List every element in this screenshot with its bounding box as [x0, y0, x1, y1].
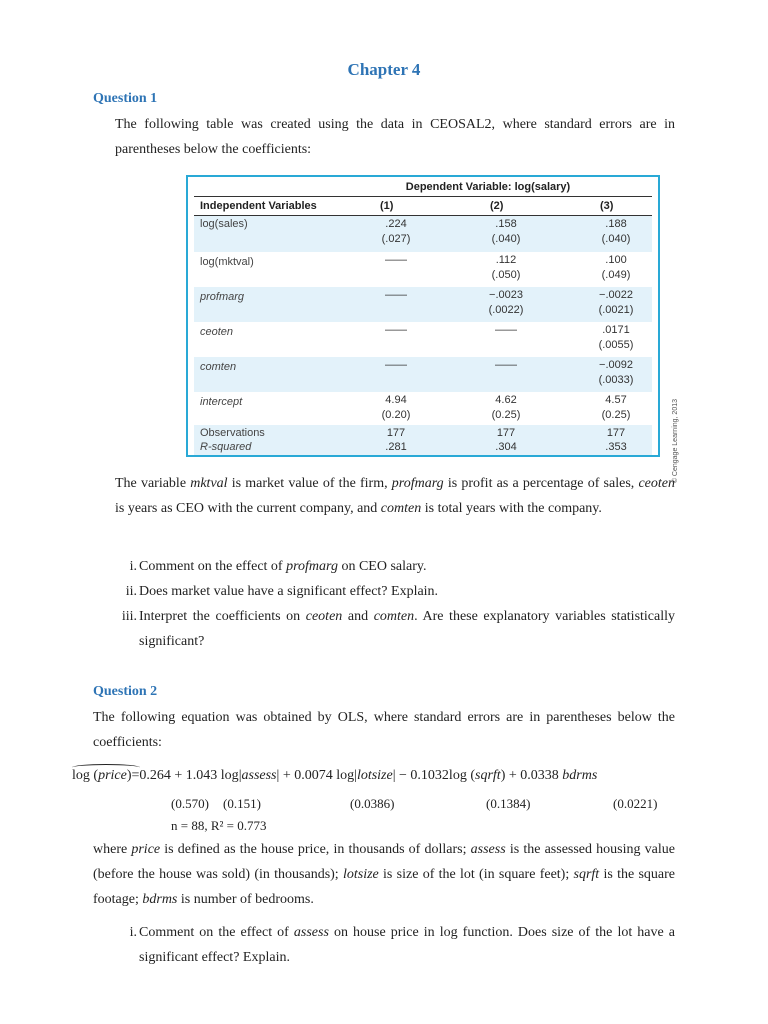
- col-1-header: (1): [380, 200, 394, 212]
- standard-error: (0.570): [171, 796, 209, 811]
- row-label: ceoten: [200, 326, 234, 338]
- independent-variables-header: Independent Variables: [200, 200, 317, 212]
- table-cell: (.0022): [488, 304, 524, 316]
- table-cell: .281: [385, 441, 407, 453]
- table-cell: −.0092: [599, 359, 633, 371]
- table-row: [194, 425, 652, 455]
- table-cell: (.027): [381, 233, 411, 245]
- table-cell: 4.94: [385, 394, 407, 406]
- table-cell: ——: [385, 254, 407, 266]
- question-2-heading: Question 2: [93, 684, 158, 699]
- table-cell: .112: [495, 254, 517, 266]
- table-cell: 177: [606, 427, 626, 439]
- table-cell: (0.20): [381, 409, 411, 421]
- standard-error: (0.1384): [486, 796, 531, 811]
- standard-error: (0.0221): [613, 796, 658, 811]
- table-cell: .188: [605, 218, 627, 230]
- table-cell: ——: [495, 324, 517, 336]
- table-cell: ——: [385, 359, 407, 371]
- standard-error: (0.151): [223, 796, 261, 811]
- table-cell: (.0055): [598, 339, 634, 351]
- question-1-heading: Question 1: [93, 91, 158, 106]
- table-cell: −.0023: [489, 289, 523, 301]
- row-label: log(sales): [200, 218, 248, 230]
- table-cell: (.040): [491, 233, 521, 245]
- table-cell: ——: [385, 324, 407, 336]
- standard-error: (0.0386): [350, 796, 395, 811]
- table-cell: 4.62: [495, 394, 517, 406]
- table-cell: .0171: [602, 324, 630, 336]
- table-cell: (0.25): [601, 409, 631, 421]
- question-2-intro: The following equation was obtained by OLS, where standard errors are in parentheses below the coefficients:: [93, 710, 675, 750]
- dependent-variable-label: Dependent Variable: log(salary): [405, 181, 571, 193]
- table-row: [194, 287, 652, 322]
- table-cell: .158: [495, 218, 517, 230]
- table-row: [194, 392, 652, 425]
- table-cell: (.049): [601, 269, 631, 281]
- question-2-variable-description: where price is defined as the house price, in thousands of dollars; assess is the assessed housing value (before the house was sold) (in thousands); lotsize is size of the lot (in square feet); sqrft is the square footage; bdrms is number of bedrooms.: [93, 842, 675, 907]
- regression-table: [186, 175, 679, 484]
- question-1-intro: The following table was created using the data in CEOSAL2, where standard errors are in parentheses below the coefficients:: [115, 117, 675, 157]
- row-label: R-squared: [200, 441, 252, 453]
- table-rule: [194, 196, 652, 197]
- table-cell: .224: [385, 218, 407, 230]
- hat-accent: [72, 764, 140, 771]
- table-cell: −.0022: [599, 289, 633, 301]
- table-row: [194, 357, 652, 392]
- table-row: [194, 322, 652, 357]
- table-cell: ——: [495, 359, 517, 371]
- row-label: comten: [200, 361, 237, 373]
- copyright-note: © Cengage Learning, 2013: [672, 399, 679, 484]
- table-cell: (.0021): [598, 304, 634, 316]
- table-cell: (.040): [601, 233, 631, 245]
- table-row: [194, 216, 652, 252]
- table-cell: (0.25): [491, 409, 521, 421]
- table-cell: 177: [386, 427, 406, 439]
- row-label: intercept: [200, 396, 243, 408]
- col-3-header: (3): [600, 200, 614, 212]
- table-cell: (.0033): [598, 374, 634, 386]
- table-cell: 4.57: [605, 394, 627, 406]
- table-cell: .353: [605, 441, 627, 453]
- chapter-title: Chapter 4: [347, 60, 421, 79]
- table-cell: .100: [605, 254, 627, 266]
- table-cell: 177: [496, 427, 516, 439]
- col-2-header: (2): [490, 200, 504, 212]
- table-cell: .304: [495, 441, 517, 453]
- table-cell: ——: [385, 289, 407, 301]
- question-1-variable-description: The variable mktval is market value of the firm, profmarg is profit as a percentage of sales, ceoten is years as CEO with the current company, and comten is total years with the company.: [115, 476, 675, 516]
- row-label: Observations: [200, 427, 265, 439]
- ols-equation: log (price)=0.264 + 1.043 log|assess| + 0.0074 log|lotsize| − 0.1032log (sqrft) + 0.0338 bdrms: [72, 768, 597, 784]
- table-row: [194, 252, 652, 287]
- table-cell: (.050): [491, 269, 521, 281]
- row-label: profmarg: [200, 291, 245, 303]
- row-label: log(mktval): [200, 256, 254, 268]
- sample-size-r-squared: n = 88, R² = 0.773: [171, 818, 267, 833]
